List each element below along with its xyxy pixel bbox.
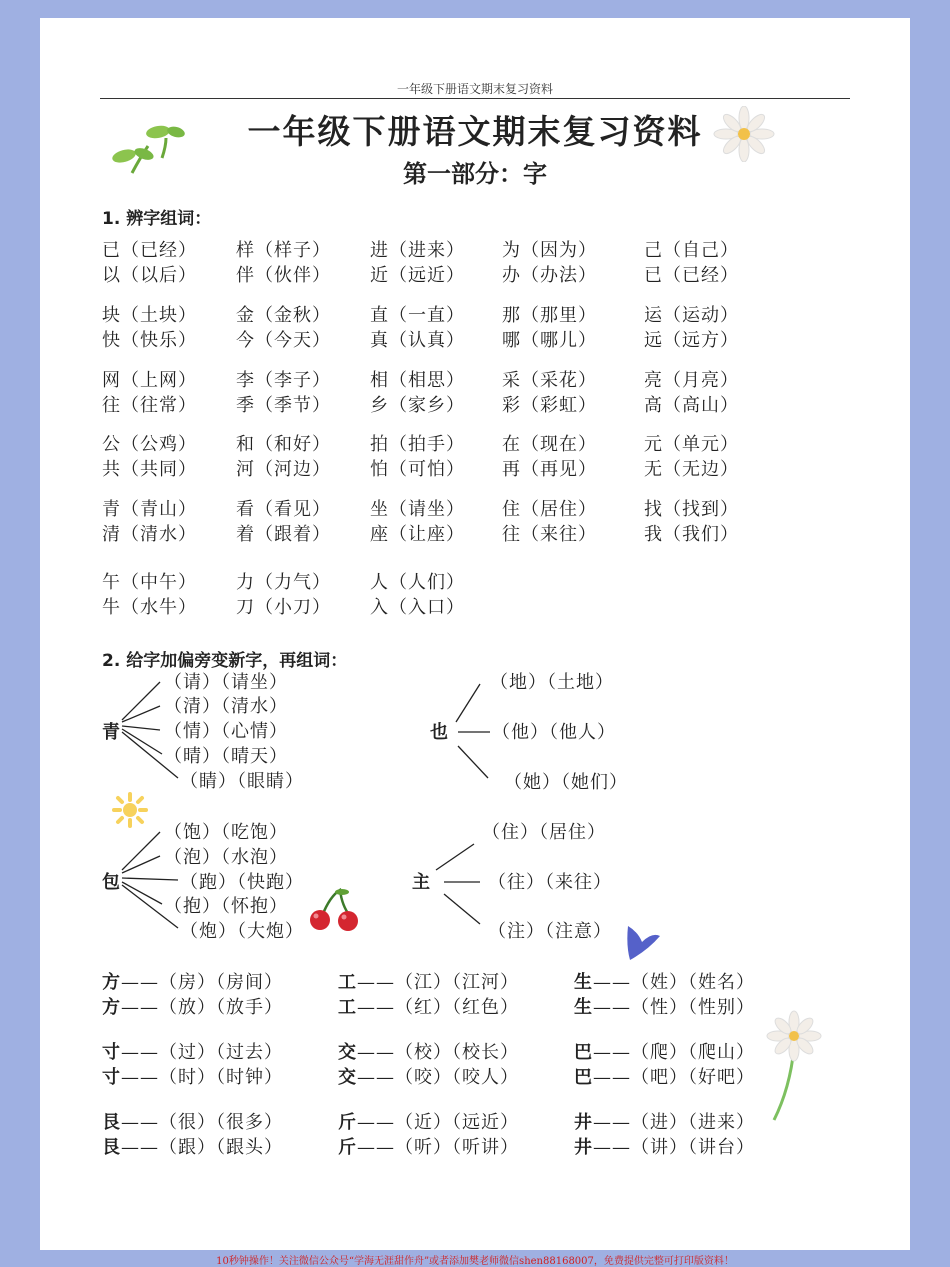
word-entry: 直（一直） [370,305,465,326]
word-entry: 往（来往） [502,524,597,545]
page-title: 一年级下册语文期末复习资料 [247,112,703,151]
qing-item: （清）（清水） [164,696,288,717]
root-bao: 包 [102,872,121,893]
word-entry: 彩（彩虹） [502,395,597,416]
zhu-item: （往）（来往） [488,872,612,893]
word-entry: 那（那里） [502,305,597,326]
pair-dash: —— [357,1042,395,1063]
radical-pair [574,968,755,994]
word-entry: 和（和好） [236,434,331,455]
word-entry: 采（采花） [502,370,597,391]
word-entry: 往（往常） [102,395,197,416]
word-entry: 真（认真） [370,330,465,351]
pair-words: （跟）（跟头） [159,1137,283,1158]
pair-dash: —— [357,1112,395,1133]
word-entry: 近（远近） [370,265,465,286]
word-entry: 着（跟着） [236,524,331,545]
qing-item: （睛）（眼睛） [180,771,304,792]
word-entry: 样（样子） [236,240,331,261]
word-entry: 拍（拍手） [370,434,465,455]
pair-words: （江）（江河） [395,972,519,993]
word-entry: 怕（可怕） [370,459,465,480]
radical-pair [338,1063,519,1089]
running-header: 一年级下册语文期末复习资料 [396,82,553,96]
radical-pair [338,1038,519,1064]
word-entry: 找（找到） [644,499,739,520]
ye-item: （他）（他人） [492,722,616,743]
word-entry: 住（居住） [502,499,597,520]
radical-pair [338,1133,519,1159]
section1-heading: 1. 辨字组词： [102,209,212,229]
word-entry: 远（远方） [644,330,739,351]
pair-root: 艮 [102,1112,121,1133]
pair-words: （很）（很多） [159,1112,283,1133]
radical-pair [574,1108,755,1134]
word-entry: 人（人们） [370,572,465,593]
pair-root: 工 [338,997,357,1018]
word-entry: 伴（伙伴） [236,265,331,286]
zhu-item: （注）（注意） [488,921,612,942]
word-entry: 青（青山） [102,499,197,520]
radical-pair [338,993,519,1019]
radical-pair [102,1133,283,1159]
pair-dash: —— [593,1137,631,1158]
zhu-item: （住）（居住） [482,822,606,843]
pair-dash: —— [121,1067,159,1088]
page-subtitle: 第一部分：字 [403,160,547,188]
pair-root: 巴 [574,1042,593,1063]
pair-words: （性）（性别） [631,997,755,1018]
word-entry: 块（土块） [102,305,197,326]
pair-dash: —— [593,1112,631,1133]
word-entry: 己（自己） [644,240,739,261]
pair-words: （时）（时钟） [159,1067,283,1088]
pair-dash: —— [121,1112,159,1133]
word-entry: 共（共同） [102,459,197,480]
pair-root: 工 [338,972,357,993]
radical-pair [338,1108,519,1134]
word-entry: 进（进来） [370,240,465,261]
pair-words: （房）（房间） [159,972,283,993]
word-entry: 入（入口） [370,597,465,618]
radical-pair [102,1038,283,1064]
radical-pair [574,1133,755,1159]
pair-words: （进）（进来） [631,1112,755,1133]
pair-root: 斤 [338,1137,357,1158]
word-entry: 看（看见） [236,499,331,520]
pair-root: 艮 [102,1137,121,1158]
word-entry: 为（因为） [502,240,597,261]
word-entry: 午（中午） [102,572,197,593]
word-entry: 公（公鸡） [102,434,197,455]
pair-dash: —— [357,1137,395,1158]
pair-words: （红）（红色） [395,997,519,1018]
word-entry: 牛（水牛） [102,597,197,618]
bao-item: （炮）（大炮） [180,921,304,942]
word-entry: 刀（小刀） [236,597,331,618]
pair-root: 巴 [574,1067,593,1088]
word-entry: 元（单元） [644,434,739,455]
pair-root: 方 [102,997,121,1018]
bao-item: （抱）（怀抱） [164,896,288,917]
word-entry: 网（上网） [102,370,197,391]
pair-words: （姓）（姓名） [631,972,755,993]
word-entry: 座（让座） [370,524,465,545]
word-entry: 清（清水） [102,524,197,545]
pair-dash: —— [593,1042,631,1063]
pair-root: 井 [574,1137,593,1158]
root-zhu: 主 [412,872,431,893]
pair-words: （吧）（好吧） [631,1067,755,1088]
word-entry: 哪（哪儿） [502,330,597,351]
qing-item: （请）（请坐） [164,672,288,693]
pair-dash: —— [121,972,159,993]
root-qing: 青 [102,722,121,743]
radical-pair [102,968,283,994]
word-entry: 运（运动） [644,305,739,326]
radical-pair [574,1063,755,1089]
radical-pair [574,993,755,1019]
word-entry: 力（力气） [236,572,331,593]
word-entry: 今（今天） [236,330,331,351]
pair-dash: —— [121,1042,159,1063]
bao-item: （跑）（快跑） [180,872,304,893]
pair-dash: —— [357,1067,395,1088]
word-entry: 已（已经） [644,265,739,286]
word-entry: 无（无边） [644,459,739,480]
footer-notice: 10秒钟操作！关注微信公众号“学海无涯甜作舟”或者添加樊老师微信shen88168007，免费提供完整可打印版资料！ [216,1256,734,1267]
qing-item: （晴）（晴天） [164,746,288,767]
qing-item: （情）（心情） [164,721,288,742]
word-entry: 再（再见） [502,459,597,480]
pair-words: （校）（校长） [395,1042,519,1063]
radical-pair [102,1108,283,1134]
word-entry: 坐（请坐） [370,499,465,520]
bao-item: （泡）（水泡） [164,847,288,868]
document-page [40,18,910,1250]
pair-dash: —— [593,997,631,1018]
word-entry: 办（办法） [502,265,597,286]
word-entry: 亮（月亮） [644,370,739,391]
word-entry: 已（已经） [102,240,197,261]
radical-pair [574,1038,755,1064]
word-entry: 我（我们） [644,524,739,545]
word-entry: 相（相思） [370,370,465,391]
pair-words: （听）（听讲） [395,1137,519,1158]
pair-words: （爬）（爬山） [631,1042,755,1063]
pair-dash: —— [357,972,395,993]
pair-dash: —— [121,1137,159,1158]
word-entry: 乡（家乡） [370,395,465,416]
pair-words: （讲）（讲台） [631,1137,755,1158]
ye-item: （地）（土地） [490,672,614,693]
pair-root: 交 [338,1042,357,1063]
radical-pair [102,993,283,1019]
pair-root: 井 [574,1112,593,1133]
section2-heading: 2. 给字加偏旁变新字，再组词： [102,651,348,671]
word-entry: 河（河边） [236,459,331,480]
word-entry: 高（高山） [644,395,739,416]
word-entry: 金（金秋） [236,305,331,326]
pair-root: 方 [102,972,121,993]
pair-words: （过）（过去） [159,1042,283,1063]
pair-words: （近）（远近） [395,1112,519,1133]
word-entry: 快（快乐） [102,330,197,351]
pair-words: （咬）（咬人） [395,1067,519,1088]
pair-root: 生 [574,997,593,1018]
radical-pair [338,968,519,994]
pair-dash: —— [593,972,631,993]
ye-item: （她）（她们） [504,772,628,793]
pair-dash: —— [593,1067,631,1088]
pair-root: 生 [574,972,593,993]
pair-root: 交 [338,1067,357,1088]
root-ye: 也 [430,722,449,743]
word-entry: 在（现在） [502,434,597,455]
pair-dash: —— [357,997,395,1018]
pair-dash: —— [121,997,159,1018]
word-entry: 李（李子） [236,370,331,391]
bao-item: （饱）（吃饱） [164,822,288,843]
pair-root: 寸 [102,1042,121,1063]
word-entry: 季（季节） [236,395,331,416]
pair-root: 寸 [102,1067,121,1088]
radical-pair [102,1063,283,1089]
word-entry: 以（以后） [102,265,197,286]
pair-root: 斤 [338,1112,357,1133]
pair-words: （放）（放手） [159,997,283,1018]
